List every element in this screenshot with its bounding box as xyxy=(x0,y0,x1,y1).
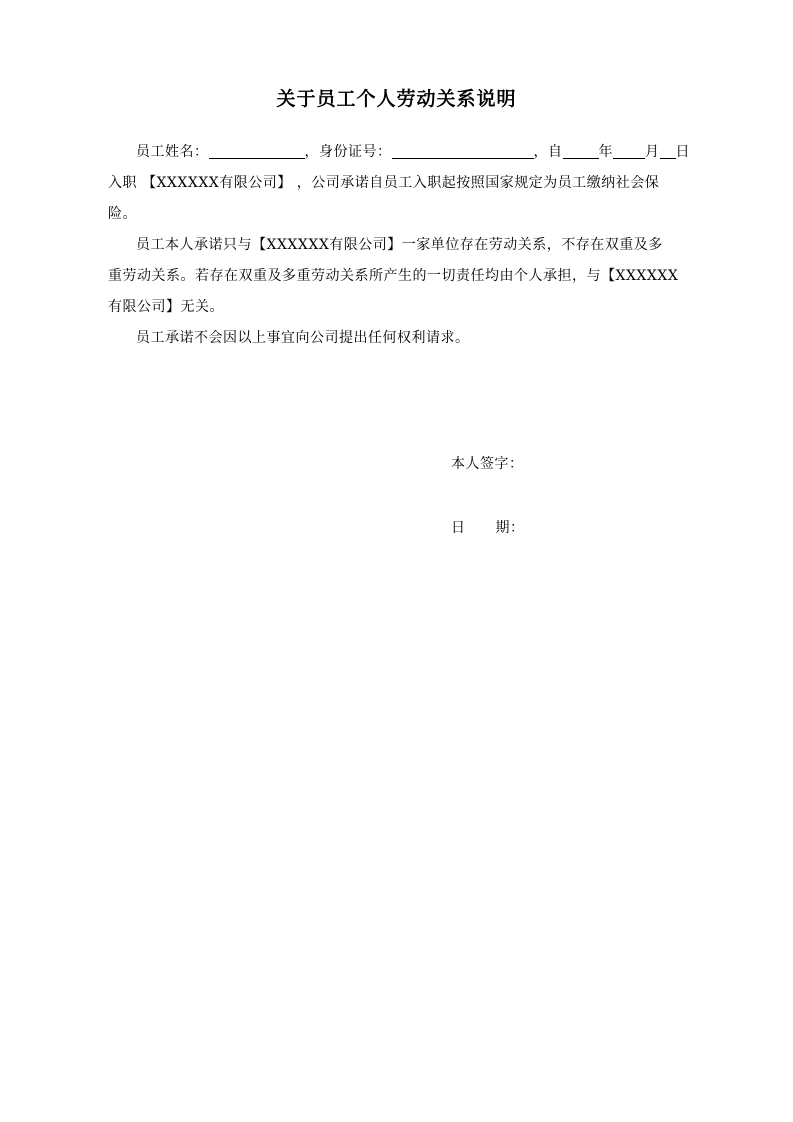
no-claims-line-1: 员工承诺不会因以上事宜向公司提出任何权利请求。 xyxy=(136,330,470,346)
day-field[interactable] xyxy=(660,142,676,159)
employment-info-line-1 xyxy=(108,137,704,168)
from-label: ，自 xyxy=(533,144,563,160)
date-label-char-2: 期： xyxy=(495,520,525,536)
paragraph-single-employer xyxy=(108,230,704,323)
signature-label: 本人签字： xyxy=(451,456,524,472)
paragraph-employment-info xyxy=(108,137,704,230)
employee-name-field[interactable] xyxy=(209,142,305,159)
month-field[interactable] xyxy=(613,142,645,159)
paragraph-no-claims xyxy=(108,323,704,354)
single-employer-line-3: 有限公司】无关。 xyxy=(108,299,224,315)
document-title: 关于员工个人劳动关系说明 xyxy=(276,88,517,110)
employment-info-line-3: 险。 xyxy=(108,206,137,222)
employment-info-line-2: 入职 【XXXXXX有限公司】 ，公司承诺自员工入职起按照国家规定为员工缴纳社会保 xyxy=(108,175,660,191)
date-label-char-1: 日 xyxy=(451,520,466,536)
day-label: 日 xyxy=(675,144,690,160)
month-label: 月 xyxy=(645,144,660,160)
employee-name-label: 员工姓名： xyxy=(136,144,209,160)
id-number-field[interactable] xyxy=(392,142,534,159)
year-label: 年 xyxy=(598,144,613,160)
year-field[interactable] xyxy=(563,142,599,159)
id-number-label: ，身份证号： xyxy=(304,144,392,160)
signature-date xyxy=(451,517,525,537)
single-employer-line-1: 员工本人承诺只与【XXXXXX有限公司】一家单位存在劳动关系，不存在双重及多 xyxy=(136,237,663,253)
single-employer-line-2: 重劳动关系。若存在双重及多重劳动关系所产生的一切责任均由个人承担，与【XXXXXX xyxy=(108,268,679,284)
